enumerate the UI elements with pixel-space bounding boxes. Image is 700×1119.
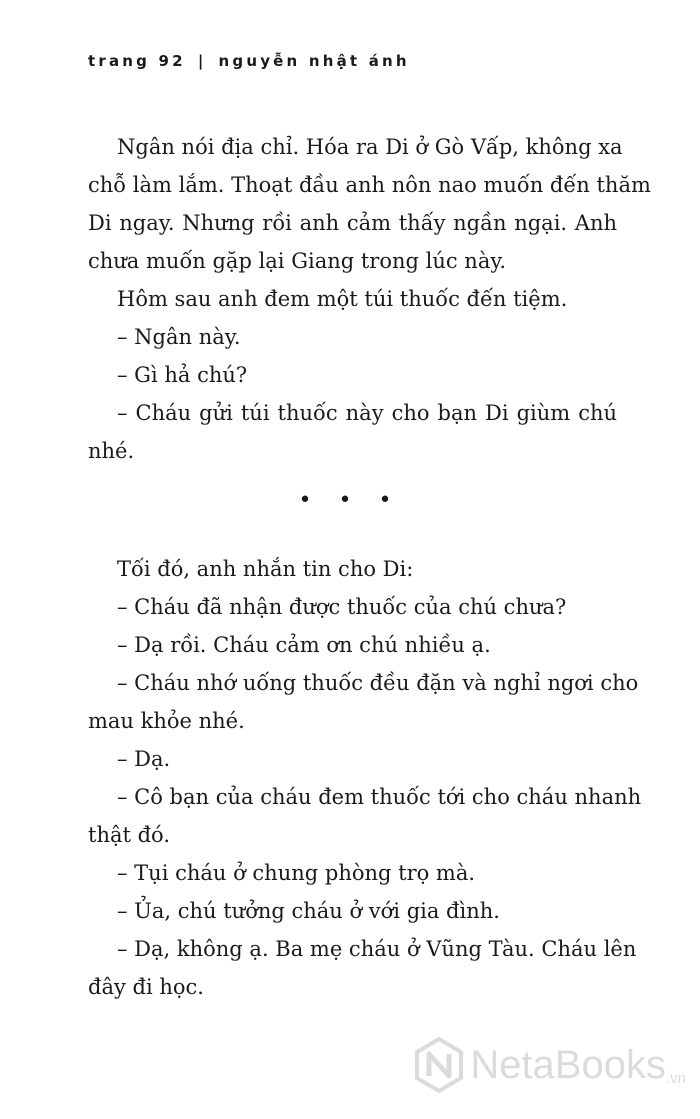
page-number-label: trang 92: [88, 52, 186, 70]
text-line: Hôm sau anh đem một túi thuốc đến tiệm.: [117, 287, 568, 311]
running-head: [88, 52, 410, 70]
dialogue-line: – Tụi cháu ở chung phòng trọ mà.: [117, 861, 476, 885]
text-line: Di ngay. Nhưng rồi anh cảm thấy ngần ngại. Anh: [88, 211, 617, 235]
dialogue-line: – Cháu đã nhận được thuốc của chú chưa?: [117, 595, 567, 619]
dialogue-line: – Cháu nhớ uống thuốc đều đặn và nghỉ ngơi cho: [117, 671, 639, 695]
dialogue-line: – Ngân này.: [117, 325, 241, 349]
text-line: Ngân nói địa chỉ. Hóa ra Di ở Gò Vấp, không xa: [117, 135, 623, 159]
dialogue-line: – Cô bạn của cháu đem thuốc tới cho cháu nhanh: [117, 785, 642, 809]
dialogue-line: mau khỏe nhé.: [88, 709, 245, 733]
dialogue-line: đây đi học.: [88, 975, 204, 999]
dialogue-line: – Cháu gửi túi thuốc này cho bạn Di giùm chú: [117, 401, 617, 425]
dialogue-line: – Dạ rồi. Cháu cảm ơn chú nhiều ạ.: [117, 633, 491, 657]
watermark-suffix: .vn: [665, 1070, 686, 1087]
netabooks-logo-icon: [414, 1037, 464, 1093]
dialogue-line: nhé.: [88, 439, 135, 463]
author-name: nguyễn nhật ánh: [218, 52, 410, 70]
text-line: chỗ làm lắm. Thoạt đầu anh nôn nao muốn đến thăm: [88, 173, 651, 197]
body-text-section-2: [88, 550, 642, 1006]
dialogue-line: thật đó.: [88, 823, 170, 847]
body-text-section-1: [88, 128, 651, 470]
dialogue-line: – Dạ, không ạ. Ba mẹ cháu ở Vũng Tàu. Cháu lên: [117, 937, 637, 961]
dialogue-line: – Dạ.: [117, 747, 171, 771]
scene-break: • • •: [298, 488, 402, 513]
text-line: Tối đó, anh nhắn tin cho Di:: [117, 557, 414, 581]
dialogue-line: – Ủa, chú tưởng cháu ở với gia đình.: [117, 899, 500, 923]
netabooks-watermark: [414, 1037, 686, 1093]
header-separator: |: [197, 52, 207, 70]
watermark-brand: NetaBooks: [470, 1042, 666, 1087]
dialogue-line: – Gì hả chú?: [117, 363, 248, 387]
text-line: chưa muốn gặp lại Giang trong lúc này.: [88, 249, 507, 273]
